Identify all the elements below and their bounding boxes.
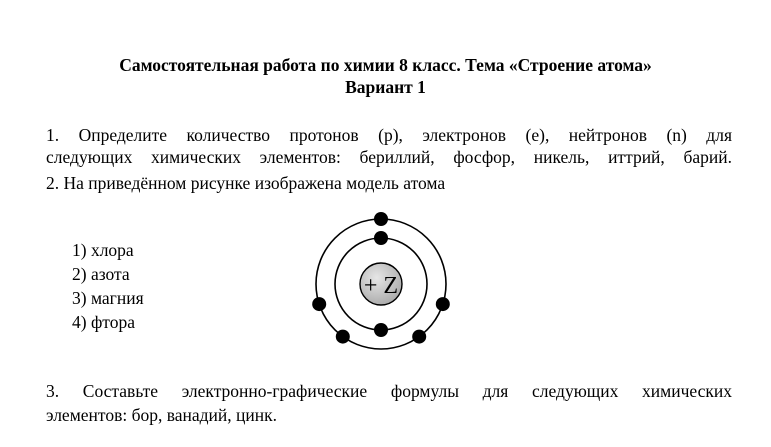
answer-option-2: 2) азота [72,264,130,284]
nucleus-label: + Z [363,273,399,299]
atom-model-diagram [300,200,480,352]
outer-shell-electron [336,330,350,344]
inner-shell-electron [374,323,388,337]
variant-title: Вариант 1 [345,77,426,97]
answer-option-1: 1) хлора [72,240,134,260]
question-3-line-2: элементов: бор, ванадий, цинк. [46,405,278,425]
question-1-line-2: следующих химических элементов: бериллий, фосфор, никель, иттрий, барий. [46,147,732,167]
inner-shell-electron [374,231,388,245]
outer-shell-electron [412,330,426,344]
outer-shell-electron [312,297,326,311]
outer-shell-electron [436,297,450,311]
page-title: Самостоятельная работа по химии 8 класс. Тема «Строение атома» [119,55,652,75]
question-3-line-1: 3. Составьте электронно-графические формулы для следующих химических [46,381,732,401]
question-1-line-1: 1. Определите количество протонов (р), электронов (е), нейтронов (n) для [46,125,732,145]
question-2-text: 2. На приведённом рисунке изображена модель атома [46,173,446,193]
answer-option-3: 3) магния [72,288,144,308]
answer-options [72,238,144,334]
outer-shell-electron [374,212,388,226]
answer-option-4: 4) фтора [72,312,135,332]
